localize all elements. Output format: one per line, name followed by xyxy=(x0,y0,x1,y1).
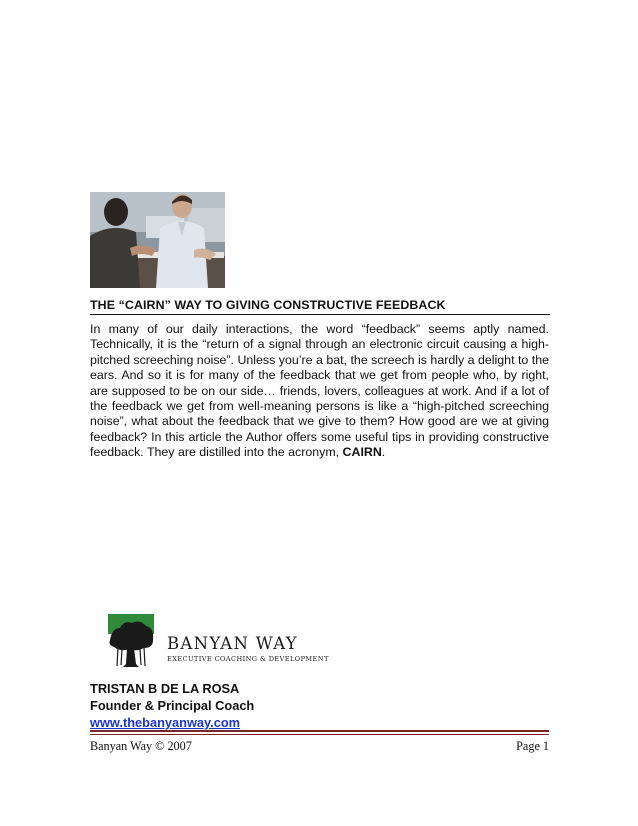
acronym-cairn: CAIRN xyxy=(342,445,382,460)
article-intro-end: . xyxy=(381,445,386,460)
meeting-photo xyxy=(90,192,225,288)
author-role: Founder & Principal Coach xyxy=(90,698,255,713)
article-title: THE “CAIRN” WAY TO GIVING CONSTRUCTIVE FEEDBACK xyxy=(90,298,550,315)
footer-rule xyxy=(90,730,549,735)
banyan-tree-icon xyxy=(108,614,154,668)
logo-tagline: EXECUTIVE COACHING & DEVELOPMENT xyxy=(167,655,329,663)
article-intro xyxy=(90,322,549,461)
website-link[interactable]: www.thebanyanway.com xyxy=(90,715,241,730)
footer-page-number: Page 1 xyxy=(516,739,549,753)
logo-name: BANYAN WAY xyxy=(167,634,298,653)
author-name: TRISTAN B DE LA ROSA xyxy=(90,681,240,696)
footer-copyright: Banyan Way © 2007 xyxy=(90,739,192,753)
banyan-way-logo xyxy=(108,614,329,670)
article-intro-text: In many of our daily interactions, the word “feedback” seems aptly named. Technically, it is the “return of a signal through an electronic circuit causing a high-pitched screeching noise”. Unless you’re a bat, the screech is hardly a delight to the ears. And so it is for many of the feedback that we get from people who, by right, are supposed to be on our side… friends, lovers, colleagues at work. And if a lot of the feedback we get from well-meaning persons is like a “high-pitched screeching noise”, what about the feedback that we give to them? How good are we at giving feedback? In this article the Author offers some useful tips in providing constructive feedback. They are distilled into the acronym, xyxy=(90,322,549,460)
author-block xyxy=(90,680,254,731)
